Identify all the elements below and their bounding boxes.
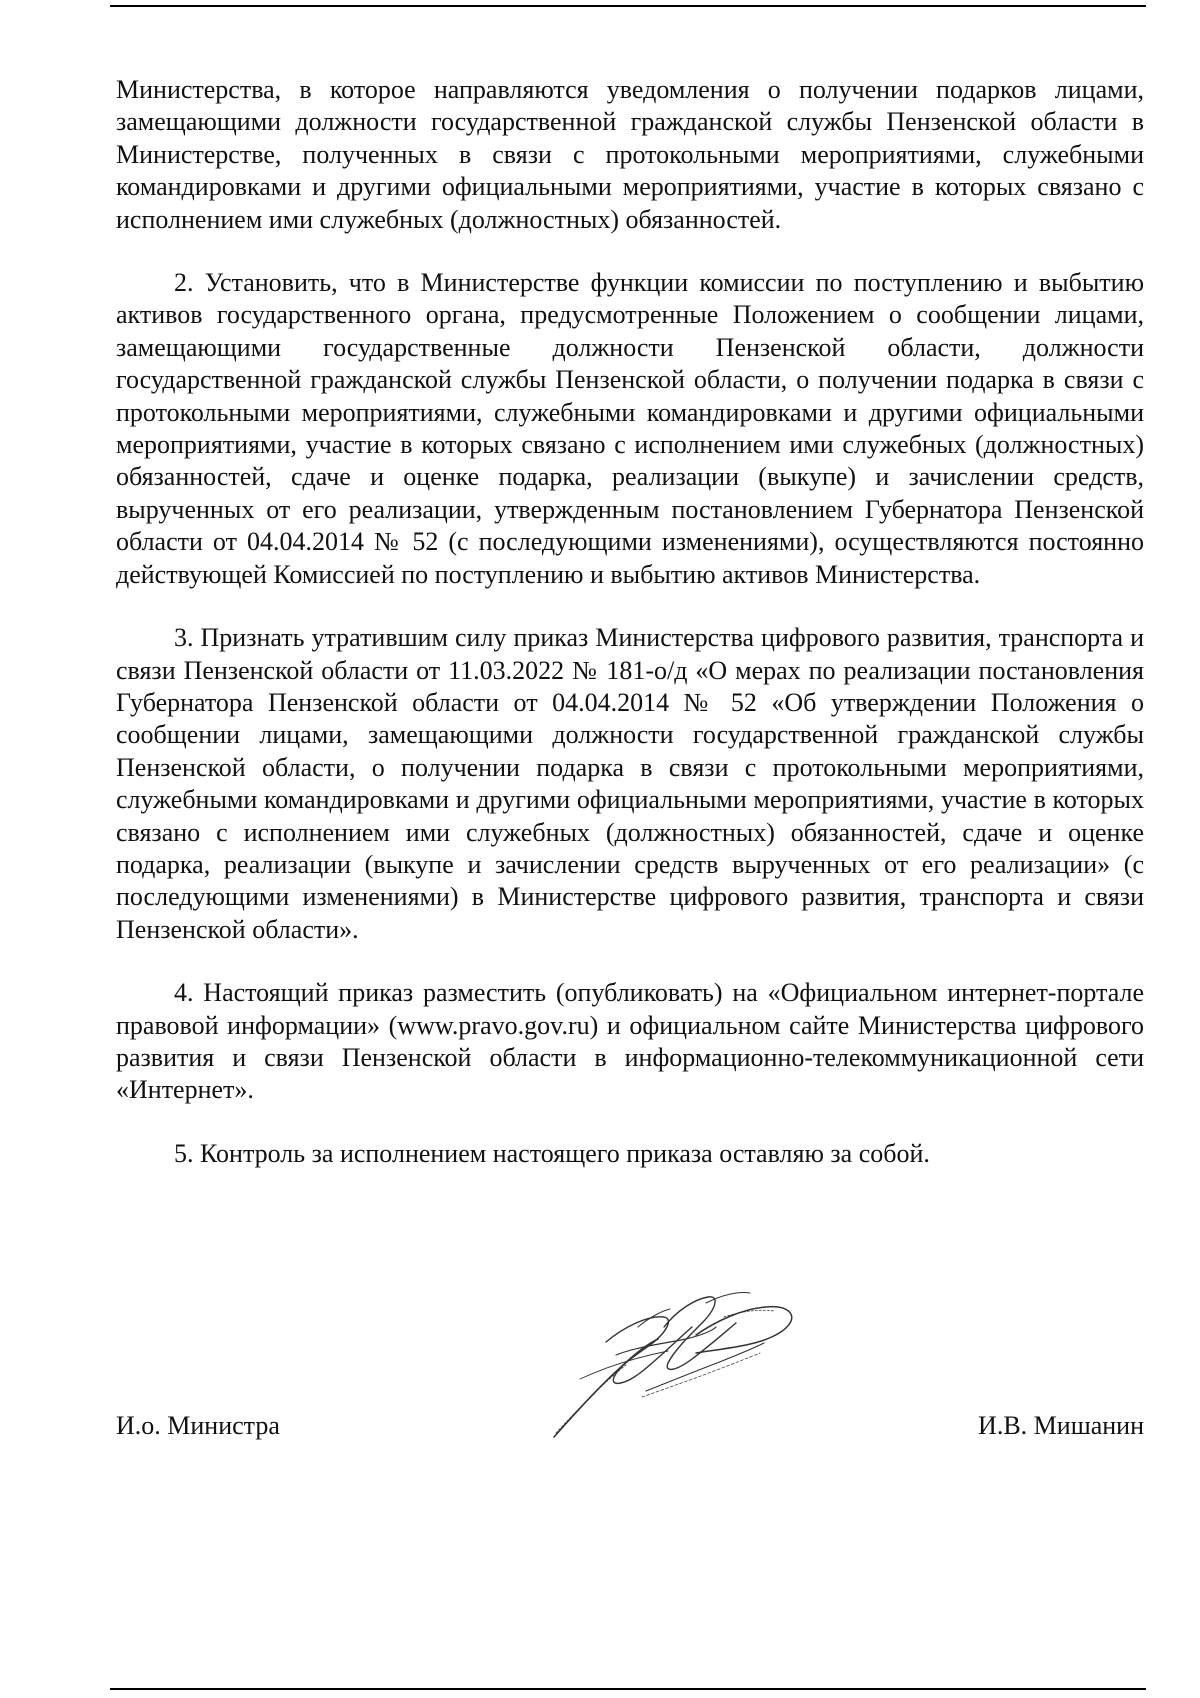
paragraph-gap [116,236,1144,267]
paragraph-4: 4. Настоящий приказ разместить (опубликовать) на «Официальном интернет-портале правовой информации» (www.pravo.gov.ru) и официальном сайте Министерства цифрового развития и связи Пензенской области в информационно-телекоммуникационной сети «Интернет». [116,978,1144,1105]
paragraph-gap [116,1107,1144,1138]
signatory-name: И.В. Мишанин [978,1411,1144,1440]
paragraph-5: 5. Контроль за исполнением настоящего приказа оставляю за собой. [174,1138,930,1168]
paragraph-gap [116,591,1144,622]
paragraph-3: 3. Признать утратившим силу приказ Министерства цифрового развития, транспорта и связи Пензенской области от 11.03.2022 № 181-о/д «О мерах по реализации постановления Губернатора Пензенской области от 04.04.2014 № 52 «Об утверждении Положения о сообщении лицами, замещающими должности государственной гражданской службы Пензенской области, о получении подарка в связи с протокольными мероприятиями, служебными командировками и другими официальными мероприятиями, участие в которых связано с исполнением ими служебных (должностных) обязанностей, сдаче и оценке подарка, реализации (выкупе и зачислении средств вырученных от его реализации» (с последующими изменениями) в Министерстве цифрового развития, транспорта и связи Пензенской области». [116,623,1144,944]
paragraph-2: 2. Установить, что в Министерстве функции комиссии по поступлению и выбытию активов государственного органа, предусмотренные Положением о сообщении лицами, замещающими государственные должности Пензенской области, должности государственной гражданской службы Пензенской области, о получении подарка в связи с протокольными мероприятиями, служебными командировками и другими официальными мероприятиями, участие в которых связано с исполнением ими служебных (должностных) обязанностей, сдаче и оценке подарка, реализации (выкупе) и зачислении средств, вырученных от его реализации, утвержденным постановлением Губернатора Пензенской области от 04.04.2014 № 52 (с последующими изменениями), осуществляются постоянно действующей Комиссией по поступлению и выбытию активов Министерства. [116,268,1144,589]
paragraph-1-continuation: Министерства, в которое направляются уведомления о получении подарков лицами, замещающими должности государственной гражданской службы Пензенской области в Министерстве, полученных в связи с протокольными мероприятиями, служебными командировками и другими официальными мероприятиями, участие в которых связано с исполнением ими служебных (должностных) обязанностей. [116,75,1144,234]
signature-block [116,1287,1144,1447]
paragraph-gap [116,946,1144,977]
bottom-rule [110,1688,1146,1690]
handwritten-signature [546,1287,806,1442]
document-body [116,74,1144,1170]
signatory-position: И.о. Министра [116,1411,280,1440]
top-rule [110,5,1146,7]
